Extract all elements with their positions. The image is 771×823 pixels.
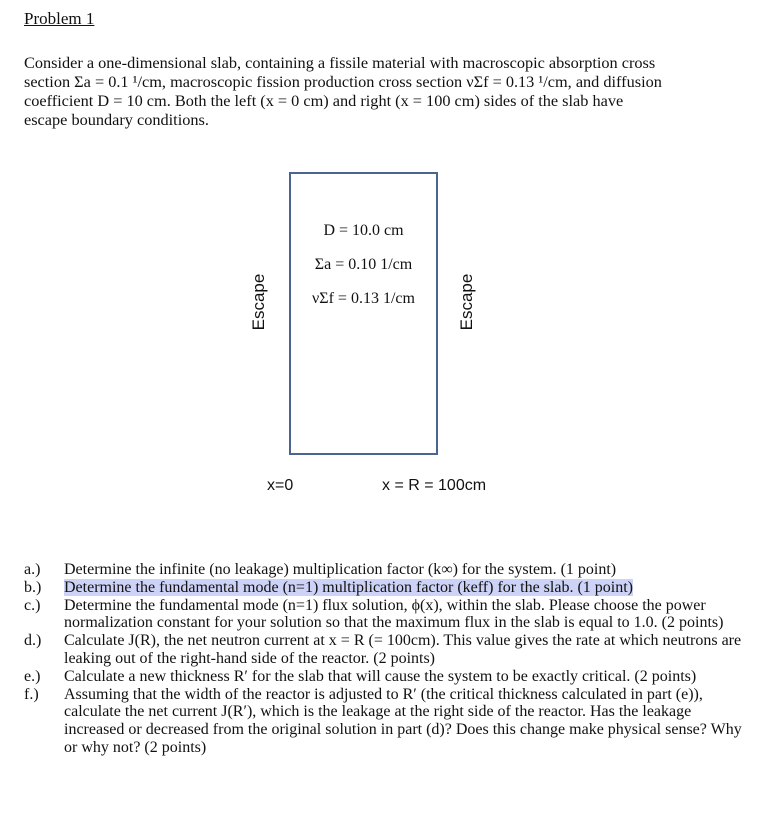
question-item bbox=[24, 632, 744, 668]
question-text: Assuming that the width of the reactor is adjusted to R′ (the critical thickness calculated in part (e)), calculate the net current J(R′), which is the leakage at the right side of the reactor. Has the leakage increased or decreased from the original solution in part (d)? Does this change make physical sense? Why or why not? (2 points) bbox=[64, 685, 742, 756]
slab-diagram-box bbox=[289, 172, 438, 455]
problem-statement bbox=[24, 53, 736, 129]
question-text: Determine the fundamental mode (n=1) flux solution, ϕ(x), within the slab. Please choose the power normalization constant for your solution so that the maximum flux in the slab is equal to 1.0. (2 points) bbox=[64, 596, 724, 632]
question-label: f.) bbox=[24, 685, 39, 703]
statement-line: escape boundary conditions. bbox=[24, 110, 209, 129]
statement-line: coefficient D = 10 cm. Both the left (x = 0 cm) and right (x = 100 cm) sides of the slab have bbox=[24, 91, 624, 110]
question-list bbox=[24, 561, 744, 757]
right-boundary-label: Escape bbox=[457, 273, 476, 331]
absorption-cross-section-label: Σa = 0.10 1/cm bbox=[314, 256, 413, 273]
x-left-label: x=0 bbox=[267, 477, 294, 494]
question-item bbox=[24, 668, 744, 686]
fission-cross-section-label: νΣf = 0.13 1/cm bbox=[312, 290, 415, 307]
question-item bbox=[24, 686, 744, 757]
question-label: e.) bbox=[24, 667, 41, 685]
question-text: Calculate a new thickness R′ for the slab that will cause the system to be exactly critical. (2 points) bbox=[64, 667, 697, 685]
question-label: b.) bbox=[24, 578, 42, 596]
question-item bbox=[24, 597, 744, 633]
diffusion-coefficient-label: D = 10.0 cm bbox=[323, 222, 404, 239]
question-text: Determine the infinite (no leakage) multiplication factor (k∞) for the system. (1 point) bbox=[64, 561, 617, 578]
highlighted-question-text: Determine the fundamental mode (n=1) multiplication factor (keff) for the slab. (1 point) bbox=[64, 578, 633, 596]
question-item bbox=[24, 579, 744, 597]
question-label: a.) bbox=[24, 561, 41, 578]
question-item bbox=[24, 561, 744, 579]
problem-title: Problem 1 bbox=[24, 9, 95, 28]
x-right-label: x = R = 100cm bbox=[382, 477, 487, 494]
question-label: d.) bbox=[24, 632, 42, 650]
question-text: Calculate J(R), the net neutron current at x = R (= 100cm). This value gives the rate at which neutrons are leaking out of the right-hand side of the reactor. (2 points) bbox=[64, 632, 742, 667]
question-label: c.) bbox=[24, 596, 41, 614]
statement-line: section Σa = 0.1 ¹/cm, macroscopic fission production cross section νΣf = 0.13 ¹/cm, and diffusion bbox=[24, 72, 662, 91]
statement-line: Consider a one-dimensional slab, containing a fissile material with macroscopic absorption cross bbox=[24, 53, 656, 72]
left-boundary-label: Escape bbox=[249, 273, 268, 331]
